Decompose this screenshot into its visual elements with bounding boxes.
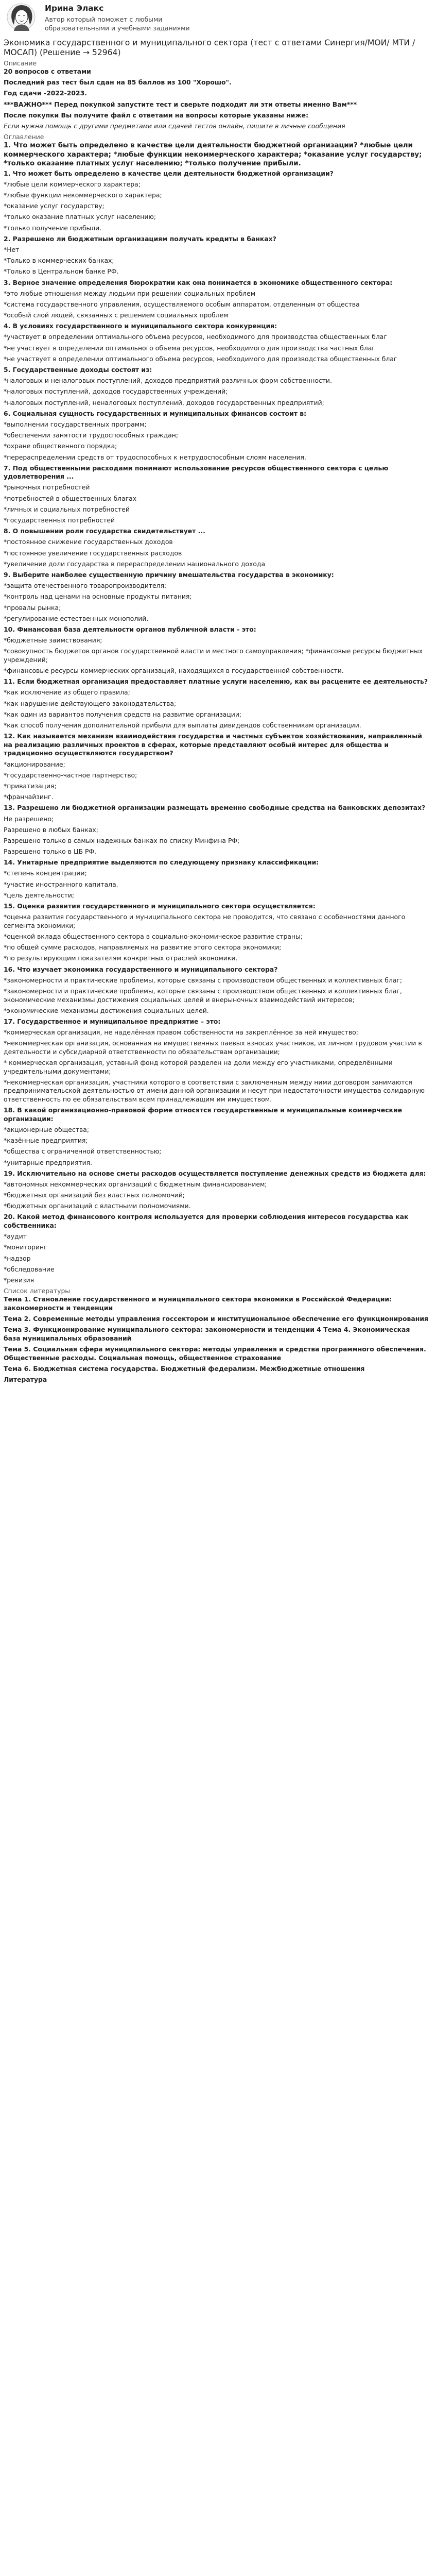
- question-text: 18. В какой организационно-правовой форме относятся государственные и муниципальные коммерческие организации:: [4, 1106, 403, 1123]
- answer-option: *налоговых и неналоговых поступлений, доходов предприятий различных форм собственности.: [4, 377, 332, 385]
- question-text: 11. Если бюджетная организация предоставляет платные услуги населению, как вы расцените ее деятельность?: [4, 677, 428, 686]
- answer-option: *любые цели коммерческого характера;: [4, 180, 141, 188]
- answer-option: *государственно-частное партнерство;: [4, 771, 137, 779]
- literature-item: Литература: [4, 1375, 47, 1383]
- literature-item: Тема 5. Социальная сфера муниципального сектора: методы управления и средства программного обеспечения. Общественные расходы. Социальная помощь, общественное страхование: [4, 1345, 426, 1362]
- literature-list: [4, 1295, 429, 1384]
- description-list: [4, 67, 429, 131]
- question-text: 14. Унитарные предприятие выделяются по следующему признаку классификации:: [4, 858, 319, 867]
- answer-option: *перераспределении средств от трудоспособных к нетрудоспособным слоям населения.: [4, 453, 306, 461]
- answer-option: *участие иностранного капитала.: [4, 880, 118, 888]
- question-item: [4, 965, 429, 1015]
- description-line: 20 вопросов с ответами: [4, 67, 91, 75]
- answer-option: *государственных потребностей: [4, 516, 115, 524]
- description-heading: Описание: [4, 59, 37, 67]
- answer-option: *бюджетных организаций с властными полномочиями.: [4, 1202, 191, 1210]
- answer-option: *некоммерческая организация, участники которого в соответствии с заключенным между ними договором занимаются предпринимательской деятельностью от имени данной организации и несут при недостаточности имущества солидарную ответственность по ее обязательствам всем принадлежащим им имуществом.: [4, 1078, 425, 1103]
- answer-option: *только оказание платных услуг населению;: [4, 213, 156, 221]
- answer-option: *как нарушение действующего законодательства;: [4, 699, 177, 707]
- answer-option: *обследование: [4, 1265, 55, 1273]
- answer-option: *акционирование;: [4, 760, 65, 768]
- question-item: [4, 1170, 429, 1211]
- question-item: [4, 366, 429, 407]
- answer-option: *коммерческая организация, не наделённая правом собственности на закреплённое за ней имущество;: [4, 1028, 358, 1037]
- question-item: [4, 322, 429, 363]
- question-text: 15. Оценка развития государственного и муниципального сектора осуществляется:: [4, 902, 316, 910]
- question-item: [4, 1018, 429, 1104]
- answer-option: *Нет: [4, 245, 20, 253]
- question-item: [4, 1106, 429, 1167]
- question-text: 5. Государственные доходы состоят из:: [4, 366, 152, 374]
- answer-option: *ревизия: [4, 1276, 34, 1284]
- answer-option: *система государственного управления, осуществляемого особым аппаратом, отделенным от общества: [4, 300, 360, 308]
- question-text: 4. В условиях государственного и муниципального сектора конкуренция:: [4, 322, 277, 330]
- question-text: 1. Что может быть определено в качестве цели деятельности бюджетной организации?: [4, 169, 334, 177]
- author-block: [4, 2, 429, 32]
- answer-option: *личных и социальных потребностей: [4, 505, 130, 513]
- questions-list: [4, 170, 429, 1285]
- question-text: 20. Какой метод финансового контроля используется для проверки соблюдения интересов государства как собственника:: [4, 1213, 409, 1230]
- answer-option: *налоговых поступлений, доходов государственных учреждений;: [4, 387, 228, 396]
- answer-option: *это любые отношения между людьми при решении социальных проблем: [4, 289, 256, 297]
- answer-option: *автономных некоммерческих организаций с бюджетным финансированием;: [4, 1180, 267, 1188]
- description-line: Последний раз тест был сдан на 85 баллов из 100 "Хорошо".: [4, 78, 232, 87]
- avatar[interactable]: [4, 2, 40, 31]
- answer-option: *особый слой людей, связанных с решением социальных проблем: [4, 311, 229, 319]
- answer-option: *бюджетных организаций без властных полномочий;: [4, 1191, 185, 1199]
- answer-option: *защита отечественного товаропроизводителя;: [4, 582, 167, 590]
- answer-option: *регулирование естественных монополий.: [4, 614, 149, 622]
- description-line: Год сдачи -2022-2023.: [4, 89, 87, 97]
- answer-option: *оценкой вклада общественного сектора в социально-экономическое развитие страны;: [4, 932, 303, 940]
- question-text: 6. Социальная сущность государственных и муниципальных финансов состоит в:: [4, 409, 307, 417]
- question-text: 19. Исключительно на основе сметы расходов осуществляется поступление денежных средств из бюджета для:: [4, 1169, 426, 1177]
- answer-option: *бюджетные заимствования;: [4, 636, 102, 645]
- question-text: 3. Верное значение определения бюрократии как она понимается в экономике общественного сектора:: [4, 278, 393, 286]
- answer-option: *не участвует в определении оптимального объема ресурсов, необходимого для производства общественных благ: [4, 354, 397, 363]
- answer-option: *потребностей в общественных благах: [4, 494, 137, 502]
- answer-option: Разрешено в любых банках;: [4, 825, 98, 834]
- answer-option: *совокупность бюджетов органов государственной власти и местного самоуправления; *финансовые ресурсы бюджетных учреждений;: [4, 647, 423, 664]
- answer-option: *как один из вариантов получения средств на развитие организации;: [4, 710, 242, 718]
- answer-option: *как способ получения дополнительной прибыли для выплаты дивидендов собственникам организации.: [4, 721, 361, 729]
- answer-option: *закономерности и практические проблемы, которые связаны с производством общественных и коллективных благ;: [4, 976, 403, 984]
- answer-option: *постоянное снижение государственных доходов: [4, 538, 173, 546]
- question-item: [4, 902, 429, 963]
- question-item: [4, 464, 429, 525]
- answer-option: *рыночных потребностей: [4, 483, 90, 492]
- question-text: 16. Что изучает экономика государственного и муниципального сектора?: [4, 965, 278, 973]
- answer-option: *налоговых поступлений, неналоговых поступлений, доходов государственных предприятий;: [4, 398, 324, 406]
- answer-option: *оценка развития государственного и муниципального сектора не проводится, что связано с особенностями данного сегмента экономики;: [4, 913, 406, 929]
- question-text: 7. Под общественными расходами понимают использование ресурсов общественного сектора с целью удовлетворения ...: [4, 464, 389, 481]
- answer-option: *только получение прибыли.: [4, 224, 102, 232]
- answer-option: * коммерческая организация, уставный фонд которой разделен на доли между его участниками, определёнными учредительными документами;: [4, 1059, 393, 1075]
- question-item: [4, 625, 429, 675]
- author-description: Автор который поможет с любыми образовательными и учебными заданиями: [45, 15, 190, 32]
- answer-option: *оказание услуг государству;: [4, 202, 104, 210]
- answer-option: *казённые предприятия;: [4, 1137, 88, 1145]
- answer-option: *надзор: [4, 1254, 31, 1262]
- answer-option: *любые функции некоммерческого характера;: [4, 191, 162, 199]
- author-name[interactable]: Ирина Элакс: [45, 4, 104, 13]
- literature-heading: Список литературы: [4, 1287, 71, 1295]
- description-line: После покупки Вы получите файл с ответами на вопросы которые указаны ниже:: [4, 111, 309, 119]
- answer-option: *акционерные общества;: [4, 1125, 89, 1133]
- description-line: Если нужна помощь с другими предметами или сдачей тестов онлайн, пишите в личные сообщения: [4, 122, 345, 130]
- answer-option: *унитарные предприятия.: [4, 1158, 93, 1166]
- question-text: 12. Как называется механизм взаимодействия государства и частных субъектов хозяйствования, направленный на реализацию различных проектов в сферах, которые представляют особый интерес для общества и традиционно осуществляются государством?: [4, 732, 422, 757]
- answer-option: *увеличение доли государства в перераспределении национального дохода: [4, 560, 266, 568]
- question-title: 1. Что может быть определено в качестве цели деятельности бюджетной организации? *любые цели коммерческого характера; *любые функции некоммерческого характера; *оказание услуг государству; *только оказание платных услуг населению; *только получение прибыли.: [4, 142, 422, 168]
- question-text: 9. Выберите наиболее существенную причину вмешательства государства в экономику:: [4, 570, 334, 579]
- answer-option: *обеспечении занятости трудоспособных граждан;: [4, 431, 179, 439]
- answer-option: *экономические механизмы достижения социальных целей.: [4, 1006, 209, 1014]
- answer-option: *выполнении государственных программ;: [4, 420, 147, 428]
- question-item: [4, 410, 429, 462]
- answer-option: *контроль над ценами на основные продукты питания;: [4, 592, 192, 601]
- answer-option: *участвует в определении оптимального объема ресурсов, необходимого для производства общественных благ: [4, 333, 387, 341]
- answer-option: *приватизация;: [4, 782, 57, 790]
- literature-item: Тема 2. Современные методы управления госсектором и институциональное обеспечение его функционирования: [4, 1314, 428, 1323]
- question-text: 8. О повышении роли государства свидетельствует ...: [4, 527, 205, 535]
- description-line: ***ВАЖНО*** Перед покупкой запустите тест и сверьте подходит ли эти ответы именно Вам***: [4, 100, 357, 108]
- answer-option: *по результирующим показателям конкретных отраслей экономики.: [4, 954, 238, 962]
- question-item: [4, 858, 429, 900]
- question-text: 10. Финансовая база деятельности органов публичной власти - это:: [4, 625, 256, 633]
- question-item: [4, 677, 429, 730]
- answer-option: *по общей сумме расходов, направляемых на развитие этого сектора экономики;: [4, 943, 282, 952]
- literature-item: Тема 1. Становление государственного и муниципального сектора экономики в Российской Федерации: закономерности и тенденции: [4, 1295, 392, 1312]
- answer-option: *аудит: [4, 1232, 27, 1241]
- question-text: 17. Государственное и муниципальное предприятие – это:: [4, 1017, 221, 1025]
- answer-option: *постоянное увеличение государственных расходов: [4, 549, 182, 557]
- contents-heading: Оглавление: [4, 133, 44, 141]
- question-item: [4, 1213, 429, 1284]
- question-text: 13. Разрешено ли бюджетной организации размещать временно свободные средства на банковских депозитах?: [4, 804, 426, 812]
- answer-option: *степень концентрации;: [4, 869, 87, 877]
- answer-option: *не участвует в определении оптимального объема ресурсов, необходимого для производства частных благ: [4, 344, 375, 352]
- answer-option: *Только в Центральном банке РФ.: [4, 267, 119, 276]
- question-item: [4, 279, 429, 320]
- answer-option: Разрешено только в самых надежных банках по списку Минфина РФ;: [4, 836, 240, 844]
- literature-item: Тема 6. Бюджетная система государства. Бюджетный федерализм. Межбюджетные отношения: [4, 1364, 365, 1372]
- answer-option: *некоммерческая организация, основанная на имущественных паевых взносах участников, их личном трудовом участии в деятельности и субсидиарной ответственности по обязательствам организации;: [4, 1039, 422, 1056]
- answer-option: *охране общественного порядка;: [4, 442, 117, 450]
- answer-option: *мониторинг: [4, 1243, 47, 1251]
- answer-option: *франчайзинг.: [4, 793, 54, 801]
- question-item: [4, 732, 429, 802]
- question-item: [4, 804, 429, 856]
- question-item: [4, 571, 429, 623]
- answer-option: Разрешено только в ЦБ РФ.: [4, 848, 97, 856]
- answer-option: Не разрешено;: [4, 815, 54, 823]
- answer-option: *Только в коммерческих банках;: [4, 257, 114, 265]
- question-item: [4, 527, 429, 568]
- answer-option: *финансовые ресурсы коммерческих организаций, находящихся в государственной собственности.: [4, 667, 344, 675]
- answer-option: *как исключение из общего правила;: [4, 688, 130, 697]
- question-item: [4, 235, 429, 276]
- answer-option: *общества с ограниченной ответственностью;: [4, 1147, 162, 1156]
- page-title: Экономика государственного и муниципального сектора (тест с ответами Синергия/МОИ/ МТИ /МОСАП) (Решение → 52964): [4, 38, 415, 57]
- question-item: [4, 170, 429, 233]
- literature-item: Тема 3. Функционирование муниципального сектора: закономерности и тенденции 4 Тема 4. Экономическая база муниципальных образований: [4, 1326, 410, 1342]
- answer-option: *провалы рынка;: [4, 603, 61, 612]
- answer-option: *закономерности и практические проблемы, которые связаны с производством общественных и коллективных благ, экономические механизмы достижения социальных целей и внерыночных взаимодействий интересов;: [4, 987, 402, 1004]
- question-text: 2. Разрешено ли бюджетным организациям получать кредиты в банках?: [4, 234, 276, 243]
- answer-option: *цель деятельности;: [4, 891, 75, 899]
